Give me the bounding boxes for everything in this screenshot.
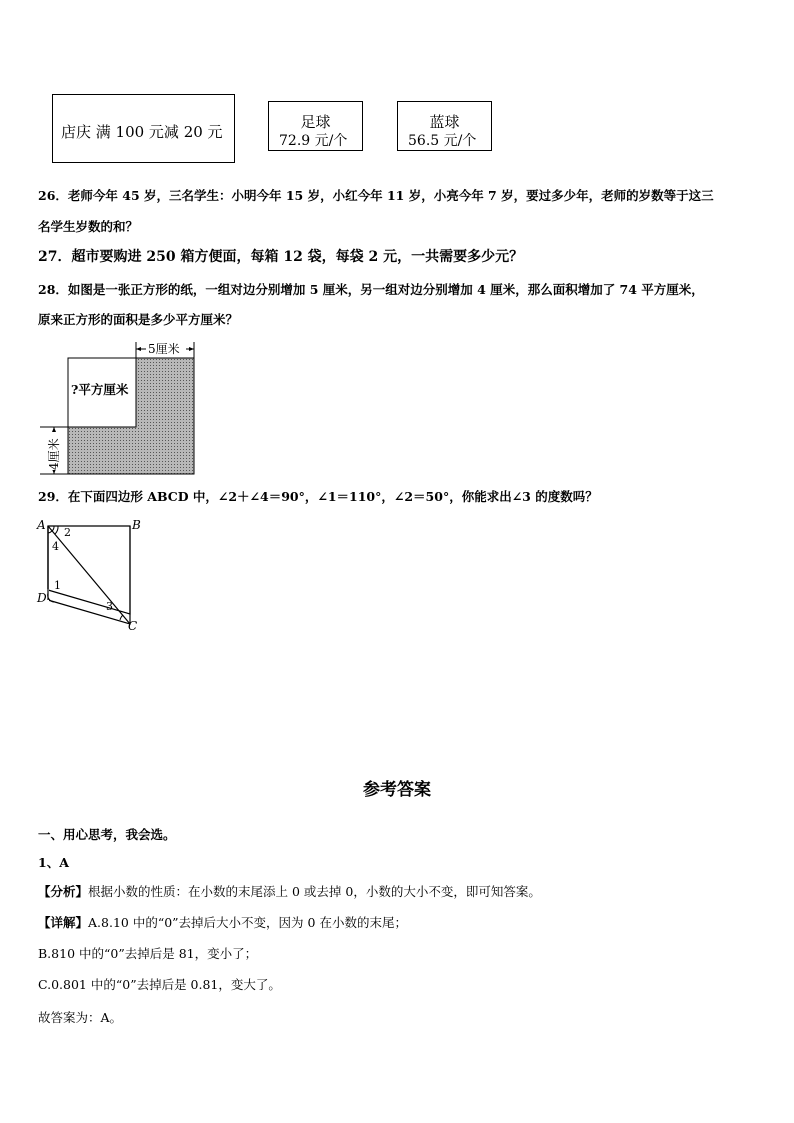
angle-4-label: 4 — [52, 540, 59, 553]
analysis-tag: 【分析】 — [38, 884, 89, 899]
angle-2-label: 2 — [64, 526, 71, 539]
vertex-c-label: C — [128, 619, 138, 632]
item-name: 蓝球 — [429, 113, 460, 131]
promo-box — [52, 94, 235, 163]
promo-text: 店庆 满 100 元减 20 元 — [61, 123, 223, 141]
unknown-area-label: ?平方厘米 — [71, 382, 129, 397]
top-dimension-label: 5厘米 — [148, 342, 180, 356]
detail-line-b: B.810 中的“0”去掉后是 81，变小了； — [38, 946, 258, 961]
conclusion: 故答案为：A。 — [38, 1010, 123, 1025]
analysis-text: 根据小数的性质：在小数的末尾添上 0 或去掉 0，小数的大小不变，即可知答案。 — [88, 884, 541, 899]
question-26-line2: 名学生岁数的和？ — [38, 219, 139, 234]
quadrilateral-outline — [48, 526, 130, 614]
part-title: 一、用心思考，我会选。 — [38, 827, 176, 842]
detail-line-c: C.0.801 中的“0”去掉后是 0.81，变大了。 — [38, 977, 281, 992]
angle-3-label: 3 — [106, 600, 113, 613]
vertex-a-label: A — [37, 518, 46, 532]
question-28-line2: 原来正方形的面积是多少平方厘米？ — [38, 312, 239, 327]
square-extension-figure — [36, 338, 206, 478]
item-name: 足球 — [300, 113, 331, 131]
angle-1-label: 1 — [54, 579, 61, 592]
diagonal-ac — [48, 526, 130, 624]
side-dimension-label: 4厘米 — [47, 438, 61, 470]
vertex-d-label: D — [37, 591, 47, 605]
question-26-line1: 26．老师今年 45 岁，三名学生：小明今年 15 岁，小红今年 11 岁，小亮今年 7 岁，要过多少年，老师的岁数等于这三 — [38, 188, 714, 203]
price-tag-basketball — [397, 101, 492, 151]
analysis-line — [38, 884, 541, 900]
price-tag-football — [268, 101, 363, 151]
item-price: 72.9 元/个 — [279, 133, 348, 149]
question-29: 29．在下面四边形 ABCD 中，∠2＋∠4＝90°，∠1＝110°，∠2＝50°，你能求出∠3 的度数吗？ — [38, 489, 598, 504]
quadrilateral-figure — [34, 516, 154, 632]
detail-line — [38, 915, 407, 931]
answer-heading: 参考答案 — [363, 780, 431, 800]
item-price: 56.5 元/个 — [408, 133, 477, 149]
question-27: 27．超市要购进 250 箱方便面，每箱 12 袋，每袋 2 元，一共需要多少元？ — [38, 249, 524, 265]
question-28-line1: 28．如图是一张正方形的纸，一组对边分别增加 5 厘米，另一组对边分别增加 4 厘米，那么面积增加了 74 平方厘米， — [38, 282, 704, 297]
vertex-b-label: B — [132, 518, 141, 532]
detail-text: A.8.10 中的“0”去掉后大小不变，因为 0 在小数的末尾； — [88, 915, 407, 930]
detail-tag: 【详解】 — [38, 915, 89, 930]
answer-item-1: 1、A — [38, 855, 69, 870]
